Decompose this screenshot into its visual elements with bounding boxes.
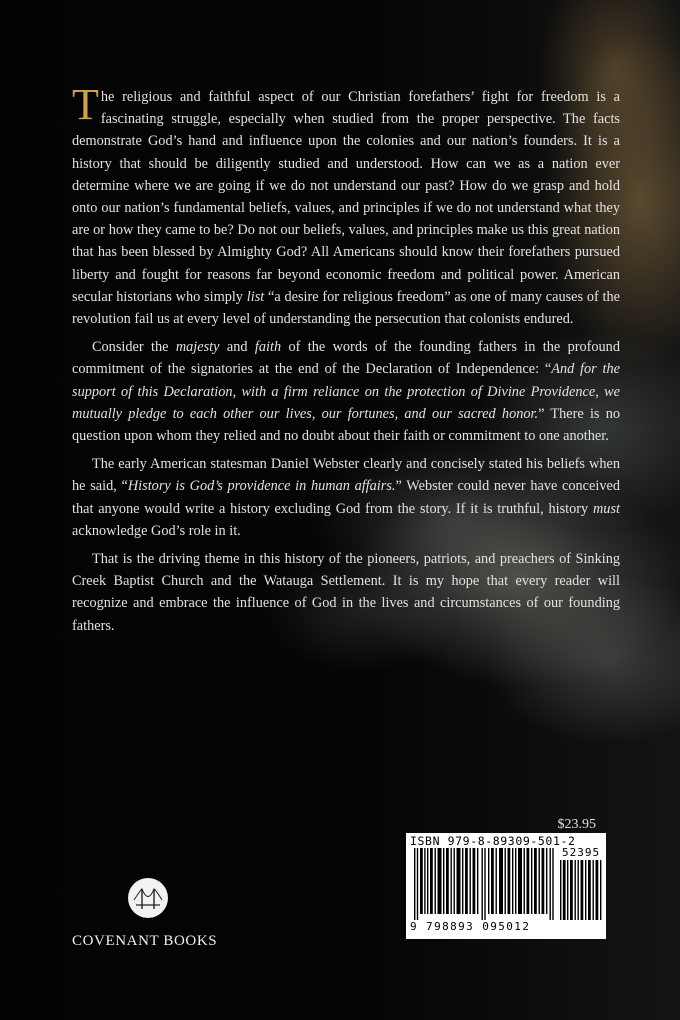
- paragraph-3-text-c: acknowledge God’s role in it.: [72, 522, 241, 539]
- paragraph-1: [72, 80, 620, 330]
- publisher-logo: [72, 878, 242, 958]
- paragraph-3-emphasis: must: [592, 500, 620, 517]
- blurb-text: [72, 80, 620, 643]
- publisher-name: COVENANT BOOKS: [72, 933, 218, 949]
- isbn-text: ISBN 979-8-89309-501-2: [410, 834, 576, 848]
- paragraph-4: That is the driving theme in this history of the pioneers, patriots, and preachers of Sinking Creek Baptist Church and the Watauga Settlement. It is my hope that every reader will recognize and embrace the influence of God in the lives and circumstances of our founding fathers.: [72, 551, 620, 634]
- publisher-emblem: [128, 878, 168, 918]
- barcode-addon-digits: 52395: [562, 846, 601, 859]
- declaration-quote: And for the support of this Declaration, with a firm reliance on the protection of Divine Providence, we mutually pledge to each other our lives, our fortunes, and our sacred honor.: [72, 361, 620, 422]
- paragraph-3-text-b: ” Webster could never have conceived that anyone would write a history excluding God from the story. If it is truthful, history: [72, 478, 620, 517]
- paragraph-3-text-a: The early American statesman Daniel Webster clearly and concisely stated his beliefs when he said, “: [72, 456, 620, 495]
- paragraph-2-text-a: Consider the: [92, 339, 176, 356]
- paragraph-2-emphasis-2: faith: [254, 339, 282, 356]
- drop-cap: T: [72, 80, 99, 129]
- barcode-main-digits: 9 798893 095012: [410, 920, 531, 933]
- isbn-barcode: [406, 833, 606, 939]
- webster-quote: History is God’s providence in human affairs.: [127, 478, 396, 495]
- paragraph-3: [72, 453, 620, 542]
- price-label: $23.95: [557, 817, 596, 832]
- bridge-icon: [128, 878, 168, 918]
- barcode-addon-bars: [560, 860, 602, 920]
- paragraph-2-text-d: ” There is no question upon whom they relied and no doubt about their faith or commitment to one another.: [72, 405, 620, 445]
- paragraph-1-end: “a desire for religious freedom” as one of many causes of the revolution fail us at every level of understanding the persecution that colonists endured.: [72, 288, 620, 328]
- paragraph-2-text-b: and: [219, 339, 255, 356]
- barcode-main-bars: [414, 848, 554, 920]
- paragraph-2-emphasis-1: majesty: [175, 339, 220, 356]
- paragraph-2: [72, 336, 620, 447]
- barcode-area: [410, 848, 602, 932]
- paragraph-1-emphasis: list: [246, 288, 265, 305]
- paragraph-1-text: he religious and faithful aspect of our Christian forefathers’ fight for freedom is a fascinating struggle, especially when studied from the proper perspective. The facts demonstrate God’s hand and influence upon the colonies and our nation’s founders. It is a history that should be diligently studied and understood. How can we as a nation ever determine where we are going if we do not understand our past? How do we grasp and hold onto our nation’s fundamental beliefs, values, and principles if we do not understand what they are or how they came to be? Do not our beliefs, values, and principles make us this great nation that has been blessed by Almighty God? All Americans should know their forefathers pursued liberty and fought for reasons far beyond economic freedom and political power. American secular historians who simply: [72, 89, 620, 305]
- paragraph-2-text-c: of the words of the founding fathers in the profound commitment of the signatories at the end of the Declaration of Independence: “: [72, 339, 620, 378]
